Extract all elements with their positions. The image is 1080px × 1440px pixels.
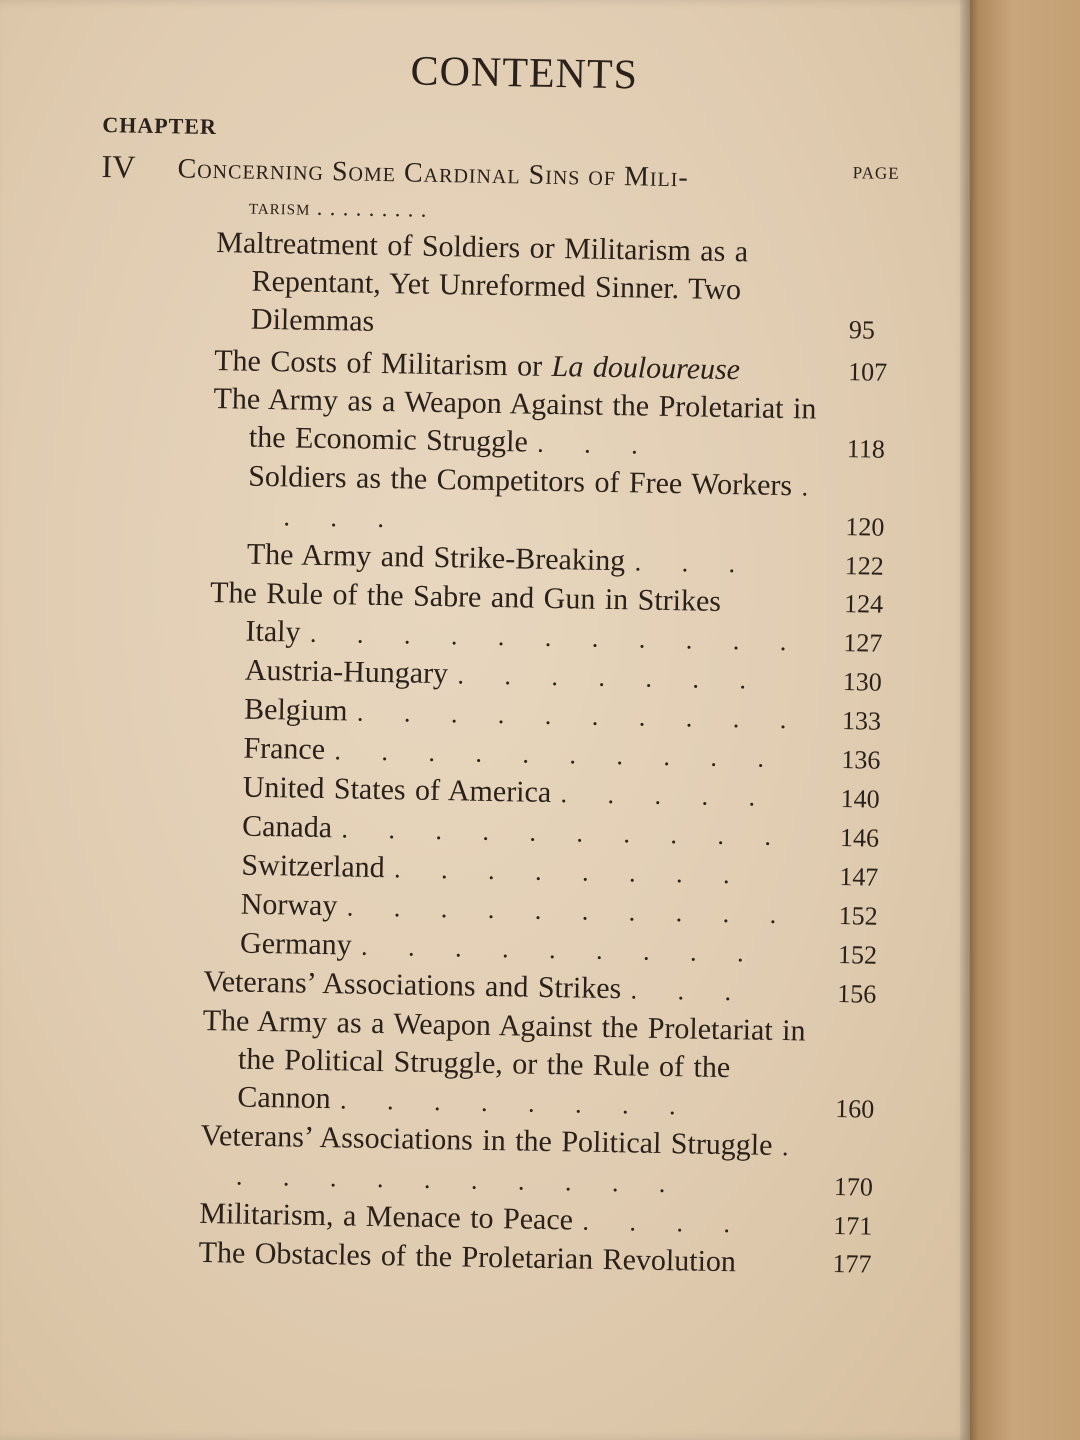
leader-dots: . . . — [537, 428, 655, 460]
chapter-title-line1: Concerning Some Cardinal Sins of Mili- — [177, 153, 690, 194]
leader-dots: . . . — [630, 975, 748, 1007]
entry-title: The Obstacles of the Proletarian Revolution — [198, 1235, 737, 1279]
chapter-column-label: CHAPTER — [102, 112, 218, 140]
leader-dots: . . . . . — [560, 779, 772, 812]
entry-page: 136 — [841, 745, 881, 775]
entry-title: The Army and Strike-Breaking . . . — [246, 537, 752, 579]
leader-dots: . . . . . . . . . . — [356, 697, 803, 735]
page-title: CONTENTS — [410, 48, 639, 99]
entry-title-italic: La douloureuse — [551, 349, 741, 387]
entry-title: The Army as a Weapon Against the Proletariat in the Political Struggle, or the Rule of the Cannon . . . . . . . . — [202, 1003, 806, 1121]
entry-page: 140 — [840, 784, 880, 814]
leader-dots: . . . . . . . . . . . — [309, 618, 803, 657]
leader-dots: . . . . . . . . . . — [346, 892, 793, 930]
entry-page: 95 — [848, 315, 876, 345]
leader-dots: . . . . . . . . . — [360, 931, 760, 968]
entry-title: The Army as a Weapon Against the Proletariat in the Economic Struggle . . . — [213, 382, 817, 460]
toc-entry — [80, 1115, 901, 1207]
entry-title: The Costs of Militarism or La douloureuse — [213, 344, 741, 387]
entry-title: Soldiers as the Competitors of Free Workers . . . . — [247, 459, 825, 534]
leader-dots: . . . . . . . . — [339, 1085, 692, 1121]
entry-page: 170 — [833, 1171, 874, 1202]
entry-title: Norway . . . . . . . . . . — [240, 887, 793, 930]
leader-dots: . . . . . . . . — [393, 854, 746, 890]
toc-entry — [95, 222, 917, 350]
leader-dots: . . . — [634, 547, 752, 579]
leader-dots: . . . . . . . — [457, 660, 763, 695]
leader-dots: . . . . — [283, 472, 825, 534]
chapter-title-line2: tarism . . . . . . . . . — [248, 193, 428, 222]
chapter-title — [177, 151, 858, 235]
entry-page: 122 — [844, 551, 885, 581]
toc-entry — [93, 378, 914, 469]
entry-title: The Rule of the Sabre and Gun in Strikes — [209, 576, 722, 618]
entry-title: Maltreatment of Soldiers or Militarism as a Repentant, Yet Unreformed Sinner. Two Dilemmas — [216, 226, 749, 338]
entry-title: Veterans’ Associations and Strikes . . . — [203, 964, 748, 1007]
leader-dots: . . . . . . . . . . — [341, 814, 788, 852]
entry-page: 107 — [847, 357, 888, 387]
entry-title: Germany . . . . . . . . . — [239, 926, 760, 968]
leader-dots: . . . . — [582, 1206, 747, 1239]
entry-title: Canada . . . . . . . . . . — [241, 809, 788, 852]
leader-dots: . . . . . . . . . — [316, 194, 428, 222]
entry-page: 133 — [841, 706, 882, 736]
entry-page: 120 — [845, 512, 885, 542]
entry-page: 124 — [843, 589, 884, 619]
entry-page: 160 — [835, 1093, 875, 1124]
entry-title: France . . . . . . . . . . — [243, 731, 781, 773]
entry-title: Militarism, a Menace to Peace . . . . — [199, 1196, 747, 1239]
entry-page: 146 — [839, 823, 880, 853]
entry-page: 152 — [838, 901, 878, 931]
leader-dots: . . . . . . . . . . — [334, 736, 781, 773]
toc-entry — [91, 455, 912, 547]
entry-title: Switzerland . . . . . . . . — [241, 848, 746, 890]
entry-title: Veterans’ Associations in the Political Struggle . . . . . . . . . . . — [200, 1118, 805, 1199]
entry-page: 171 — [832, 1210, 873, 1241]
chapter-number: IV — [101, 148, 136, 185]
adjacent-page-edge — [970, 0, 1080, 1440]
leader-dots: . . . . . . . . . . . — [235, 1132, 805, 1199]
entry-title: United States of America . . . . . — [242, 770, 772, 812]
entry-page: 156 — [837, 979, 877, 1009]
entry-page: 118 — [846, 434, 886, 464]
entry-page: 130 — [842, 667, 882, 697]
page-column-label: PAGE — [852, 163, 900, 183]
entry-title: Italy . . . . . . . . . . . — [245, 614, 803, 657]
toc-entry — [81, 1000, 903, 1129]
entry-title: Austria-Hungary . . . . . . . — [244, 653, 763, 695]
entry-title: Belgium . . . . . . . . . . — [243, 692, 803, 735]
table-of-contents — [78, 30, 920, 1284]
entry-page: 147 — [839, 862, 879, 892]
entry-page: 177 — [832, 1248, 872, 1279]
entry-page: 127 — [843, 628, 883, 658]
chapter-heading — [97, 148, 918, 236]
entry-page: 152 — [837, 940, 878, 970]
